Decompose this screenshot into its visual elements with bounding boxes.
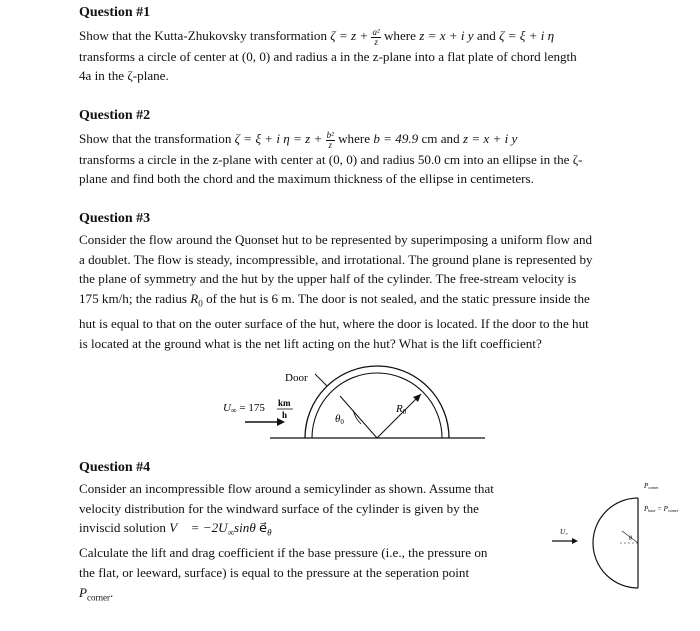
theta0-label: θ0	[335, 413, 344, 426]
question-1	[79, 4, 627, 86]
door-indicator	[315, 374, 327, 386]
theta-label: θ	[629, 536, 632, 542]
question-1-body: Show that the Kutta-Zhukovsky transformation ζ = z + $\frac{\text{a²}}{z}$ where z = x + i y and ζ = ξ + i η transforms a circle of center at (0, 0) and radius a in the z-plane into a flat plate of chord length 4a in the ζ-plane.	[79, 26, 577, 84]
question-3	[79, 210, 627, 353]
freestream-arrow	[245, 418, 285, 426]
u-label: U∞	[560, 528, 568, 536]
question-2-body: Show that the transformation ζ = ξ + i η = z + $\frac{\text{b²}}{z}$ where b = 49.9 cm and z = x + i y transforms a circle in the z-plane with center at (0, 0) and radius 50.0 cm into an ellipse in the ζ- plane and find both the chord and the maximum thickness of the ellipse in centimeters.	[79, 129, 583, 187]
door-label: Door	[285, 372, 308, 384]
semicylinder-figure	[550, 478, 696, 590]
unit-den: h	[282, 410, 288, 420]
freestream-arrow	[552, 538, 578, 544]
quonset-hut-figure	[215, 350, 495, 450]
fraction-a2-over-z: $\frac{\text{a²}}{z}$	[372, 26, 380, 47]
hut-outline	[305, 366, 449, 438]
unit-num: km	[278, 398, 291, 408]
question-4-body: Consider an incompressible flow around a semicylinder as shown. Assume that velocity distribution for the windward surface of the cylinder is given by the inviscid solution V⃗ = $-2U_\infty\sin\theta$ $e⃗_\theta$ Calculate the lift and drag coefficient if the base pressure (i.e., the pressure on the flat, or leeward, surface) is equal to the pressure at the seperation point $P_{corner}$.	[79, 481, 494, 603]
question-3-body: Consider the flow around the Quonset hut to be represented by superimposing a uniform flow and a doublet. The flow is steady, incompressible, and irrotational. The ground plane is represented by the plane of symmetry and the hut by the upper half of the cylinder. The free-stream velocity is 175 km/h; the radius $R_0$ of the hut is 6 m. The door is not sealed, and the static pressure inside the hut is equal to that on the outer surface of the hut, where the door is located. If the door to the hut is located at the ground what is the net lift acting on the hut? What is the lift coefficient?	[79, 232, 593, 351]
p-corner-label: Pcorner	[644, 482, 659, 490]
fraction-b2-over-z: $\frac{\text{b²}}{z}$	[326, 129, 334, 150]
question-1-title: Question #1	[79, 5, 151, 20]
question-3-title: Question #3	[79, 211, 151, 226]
semicylinder-outline	[593, 498, 638, 588]
freestream-label: U∞ = 175	[223, 402, 265, 415]
question-2-title: Question #2	[79, 108, 151, 123]
question-2	[79, 107, 627, 189]
p-base-label: Pbase = Pcorner	[644, 505, 679, 513]
radius-lines	[340, 394, 421, 438]
question-4	[79, 459, 525, 608]
question-4-title: Question #4	[79, 460, 151, 475]
radius-label: R0	[396, 403, 407, 416]
